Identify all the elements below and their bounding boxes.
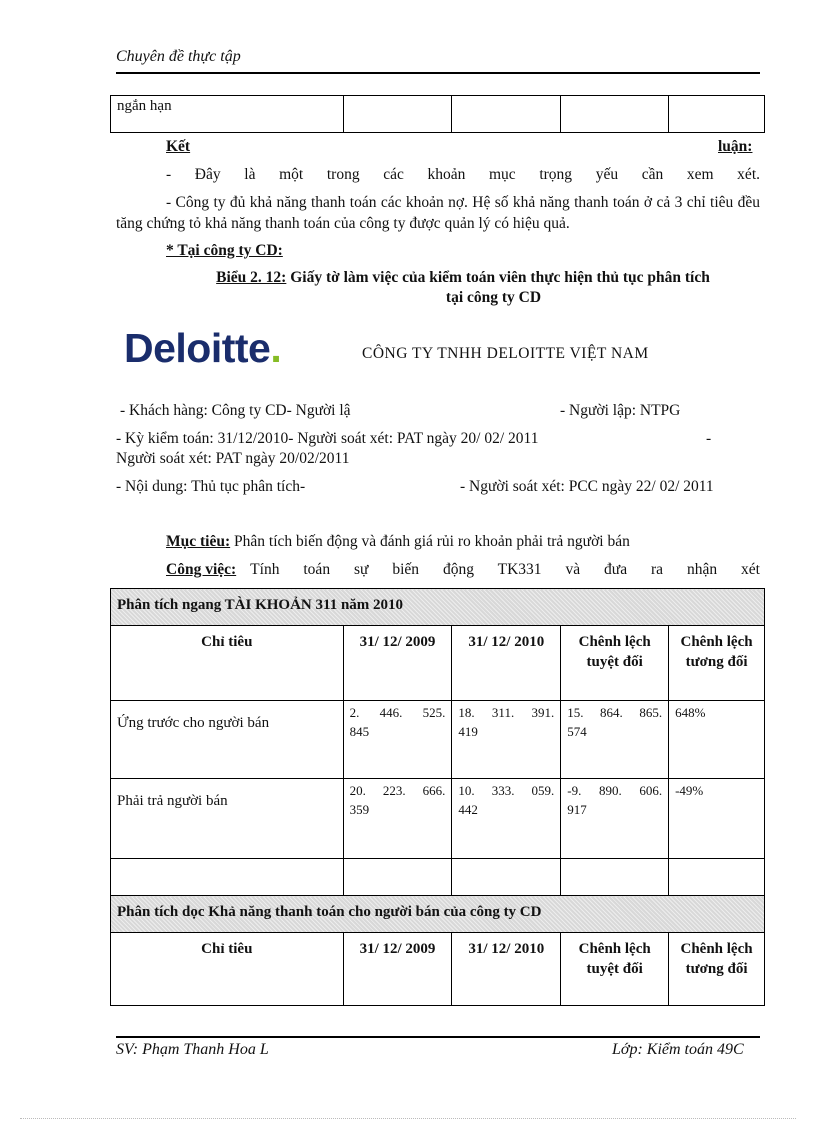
- column-header: Chênh lệch tuyệt đối: [561, 626, 669, 701]
- value-part: 419: [458, 724, 478, 739]
- deloitte-logo: [124, 325, 281, 372]
- value-2010: [452, 779, 561, 859]
- top-table: [110, 95, 765, 133]
- value-part: 442: [458, 802, 478, 817]
- horizontal-analysis-title: Phân tích ngang TÀI KHOẢN 311 năm 2010: [111, 589, 765, 626]
- column-header: 31/ 12/ 2010: [452, 626, 561, 701]
- column-header: Chỉ tiêu: [111, 933, 344, 1006]
- value-rel-diff: -49%: [669, 779, 765, 859]
- objective-label: Mục tiêu:: [166, 533, 231, 550]
- table-header-row: [111, 626, 765, 701]
- section-heading: [166, 242, 283, 260]
- value-2009: [343, 779, 452, 859]
- table-cell: [343, 859, 452, 896]
- table-cell: [669, 96, 765, 133]
- table-row: [111, 701, 765, 779]
- objective-text: Phân tích biến động và đánh giá rủi ro khoản phải trả người bán: [230, 533, 630, 550]
- header-rule: [116, 72, 760, 74]
- info-reviewer: Người soát xét: PAT ngày 20/02/2011: [116, 450, 350, 467]
- company-name: CÔNG TY TNHH DELOITTE VIỆT NAM: [362, 345, 649, 362]
- table-cell: [452, 96, 561, 133]
- value-part: 18. 311. 391.: [458, 705, 555, 720]
- footer-rule: [116, 1036, 760, 1038]
- page-header: Chuyên đề thực tập: [116, 48, 241, 65]
- conclusion-line-1: - Đây là một trong các khoản mục trọng yếu cần xem xét.: [166, 166, 760, 183]
- column-header: Chỉ tiêu: [111, 626, 344, 701]
- column-header: 31/ 12/ 2009: [343, 933, 452, 1006]
- page-edge: [20, 1118, 796, 1119]
- figure-title: Giấy tờ làm việc của kiểm toán viên thực hiện thủ tục phân tích: [290, 269, 710, 286]
- conclusion-label-right: luận:: [718, 138, 753, 155]
- value-2010: [452, 701, 561, 779]
- table-row: [111, 779, 765, 859]
- vertical-analysis-title: Phân tích dọc Khả năng thanh toán cho người bán của công ty CD: [111, 896, 765, 933]
- objective: [166, 533, 630, 551]
- info-content: - Nội dung: Thủ tục phân tích-: [116, 478, 306, 495]
- value-part: 359: [349, 802, 370, 817]
- value-part: 2. 446. 525.: [349, 705, 446, 720]
- column-header: 31/ 12/ 2010: [452, 933, 561, 1006]
- info-reviewer-2: - Người soát xét: PCC ngày 22/ 02/ 2011: [460, 478, 714, 495]
- table-cell: [343, 96, 452, 133]
- table-cell: [669, 859, 765, 896]
- table-cell: [111, 859, 344, 896]
- info-preparer: - Người lập: NTPG: [560, 402, 681, 419]
- table-row: [111, 859, 765, 896]
- table-cell: [561, 96, 669, 133]
- row-label: Ứng trước cho người bán: [111, 701, 344, 779]
- value-part: 845: [349, 724, 370, 739]
- value-rel-diff: 648%: [669, 701, 765, 779]
- table-header-row: [111, 933, 765, 1006]
- info-client: - Khách hàng: Công ty CD- Người lậ: [120, 402, 351, 419]
- column-header: Chênh lệch tuyệt đối: [561, 933, 669, 1006]
- info-period-dash: -: [706, 430, 712, 447]
- work: [166, 561, 760, 579]
- table-row: [111, 96, 765, 133]
- conclusion-line-2: - Công ty đủ khả năng thanh toán các khoản nợ. Hệ số khả năng thanh toán ở cả 3 chỉ tiêu đều tăng chứng tỏ khả năng thanh toán của công ty được quản lý có hiệu quả.: [116, 194, 760, 232]
- section-heading-text: * Tại công ty CD:: [166, 242, 283, 259]
- value-part: 10. 333. 059.: [458, 783, 555, 798]
- value-abs-diff: [561, 779, 669, 859]
- info-period: - Kỳ kiểm toán: 31/12/2010- Người soát xét: PAT ngày 20/ 02/ 2011: [116, 430, 539, 447]
- table-cell: ngắn hạn: [111, 96, 344, 133]
- value-part: -9. 890. 606.: [567, 783, 663, 798]
- row-label: Phải trả người bán: [111, 779, 344, 859]
- work-label: Công việc:: [166, 561, 237, 578]
- column-header: 31/ 12/ 2009: [343, 626, 452, 701]
- value-2009: [343, 701, 452, 779]
- work-text: Tính toán sự biến động TK331 và đưa ra nhận xét: [250, 561, 760, 578]
- conclusion-label-left: Kết: [166, 138, 191, 155]
- footer-student: SV: Phạm Thanh Hoa L: [116, 1041, 269, 1058]
- logo-dot: .: [270, 325, 282, 371]
- value-part: 15. 864. 865.: [567, 705, 663, 720]
- figure-caption-line-2: tại công ty CD: [445, 289, 542, 306]
- table-cell: [452, 859, 561, 896]
- figure-caption-line-1: [116, 269, 810, 287]
- table-row: [111, 896, 765, 933]
- logo-text: Deloitte: [124, 325, 271, 371]
- table-row: [111, 589, 765, 626]
- figure-label: Biểu 2. 12:: [216, 269, 287, 286]
- value-part: 917: [567, 802, 587, 817]
- value-part: 20. 223. 666.: [349, 783, 446, 798]
- table-cell: [561, 859, 669, 896]
- value-part: 574: [567, 724, 587, 739]
- column-header: Chênh lệch tương đối: [669, 626, 765, 701]
- analysis-table: [110, 588, 765, 1006]
- value-abs-diff: [561, 701, 669, 779]
- column-header: Chênh lệch tương đối: [669, 933, 765, 1006]
- footer-class: Lớp: Kiểm toán 49C: [612, 1041, 744, 1058]
